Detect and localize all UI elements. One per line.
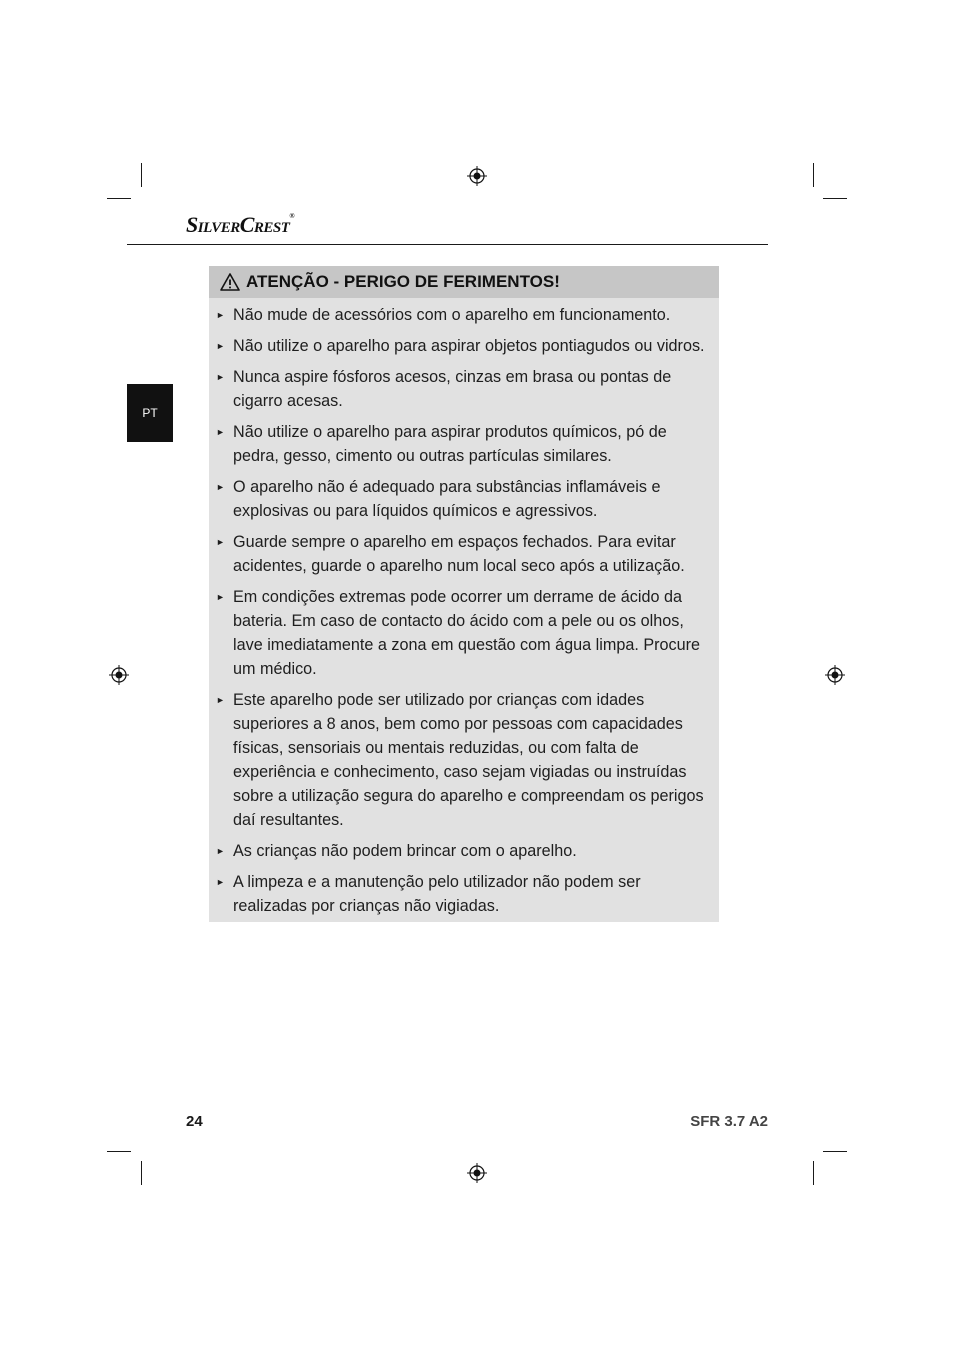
warning-box xyxy=(209,266,719,922)
list-item xyxy=(215,870,713,918)
bullet-arrow-icon: ► xyxy=(216,341,225,351)
warning-triangle-icon xyxy=(220,273,240,291)
bullet-arrow-icon: ► xyxy=(216,846,225,856)
list-item xyxy=(215,303,713,327)
list-item xyxy=(215,839,713,863)
crop-mark xyxy=(813,1161,814,1185)
list-item xyxy=(215,334,713,358)
list-item-text: Este aparelho pode ser utilizado por crianças com idades superiores a 8 anos, bem como por pessoas com capacidades físicas, sensoriais ou mentais reduzidas, ou com falta de experiência e conhecimento, caso sejam vigiadas ou instruídas sobre a utilização segura do aparelho e compreendam os perigos daí resultantes. xyxy=(233,691,704,829)
warning-title: ATENÇÃO - PERIGO DE FERIMENTOS! xyxy=(246,272,560,291)
crop-mark xyxy=(141,1161,142,1185)
list-item xyxy=(215,688,713,832)
bullet-arrow-icon: ► xyxy=(216,372,225,382)
list-item-text: Em condições extremas pode ocorrer um derrame de ácido da bateria. Em caso de contacto do ácido com a pele ou os olhos, lave imediatamente a zona em questão com água limpa. Procure um médico. xyxy=(233,588,700,678)
header-rule xyxy=(127,244,768,245)
bullet-arrow-icon: ► xyxy=(216,537,225,547)
brand-logo: SILVERCREST® xyxy=(186,212,295,237)
list-item-text: Guarde sempre o aparelho em espaços fechados. Para evitar acidentes, guarde o aparelho num local seco após a utilização. xyxy=(233,533,685,575)
bullet-arrow-icon: ► xyxy=(216,877,225,887)
registration-mark-icon xyxy=(109,665,129,685)
registration-mark-icon xyxy=(467,166,487,186)
list-item xyxy=(215,475,713,523)
list-item xyxy=(215,530,713,578)
bullet-arrow-icon: ► xyxy=(216,310,225,320)
list-item-text: Nunca aspire fósforos acesos, cinzas em brasa ou pontas de cigarro acesas. xyxy=(233,368,672,410)
bullet-arrow-icon: ► xyxy=(216,427,225,437)
list-item xyxy=(215,585,713,681)
list-item-text: Não utilize o aparelho para aspirar produtos químicos, pó de pedra, gesso, cimento ou outras partículas similares. xyxy=(233,423,667,465)
crop-mark xyxy=(823,198,847,199)
bullet-arrow-icon: ► xyxy=(216,592,225,602)
page-number: 24 xyxy=(186,1113,203,1130)
bullet-arrow-icon: ► xyxy=(216,482,225,492)
list-item xyxy=(215,365,713,413)
crop-mark xyxy=(823,1151,847,1152)
crop-mark xyxy=(107,198,131,199)
registration-mark-icon xyxy=(467,1163,487,1183)
bullet-arrow-icon: ► xyxy=(216,695,225,705)
warning-list xyxy=(209,298,719,918)
model-number: SFR 3.7 A2 xyxy=(690,1113,768,1130)
language-tab: PT xyxy=(127,384,173,442)
registration-mark-icon xyxy=(825,665,845,685)
crop-mark xyxy=(813,163,814,187)
crop-mark xyxy=(107,1151,131,1152)
list-item xyxy=(215,420,713,468)
crop-mark xyxy=(141,163,142,187)
list-item-text: As crianças não podem brincar com o aparelho. xyxy=(233,842,577,860)
list-item-text: O aparelho não é adequado para substâncias inflamáveis e explosivas ou para líquidos químicos e agressivos. xyxy=(233,478,661,520)
list-item-text: Não mude de acessórios com o aparelho em funcionamento. xyxy=(233,306,671,324)
list-item-text: Não utilize o aparelho para aspirar objetos pontiagudos ou vidros. xyxy=(233,337,705,355)
list-item-text: A limpeza e a manutenção pelo utilizador não podem ser realizadas por crianças não vigiadas. xyxy=(233,873,641,915)
warning-title-bar xyxy=(209,266,719,298)
